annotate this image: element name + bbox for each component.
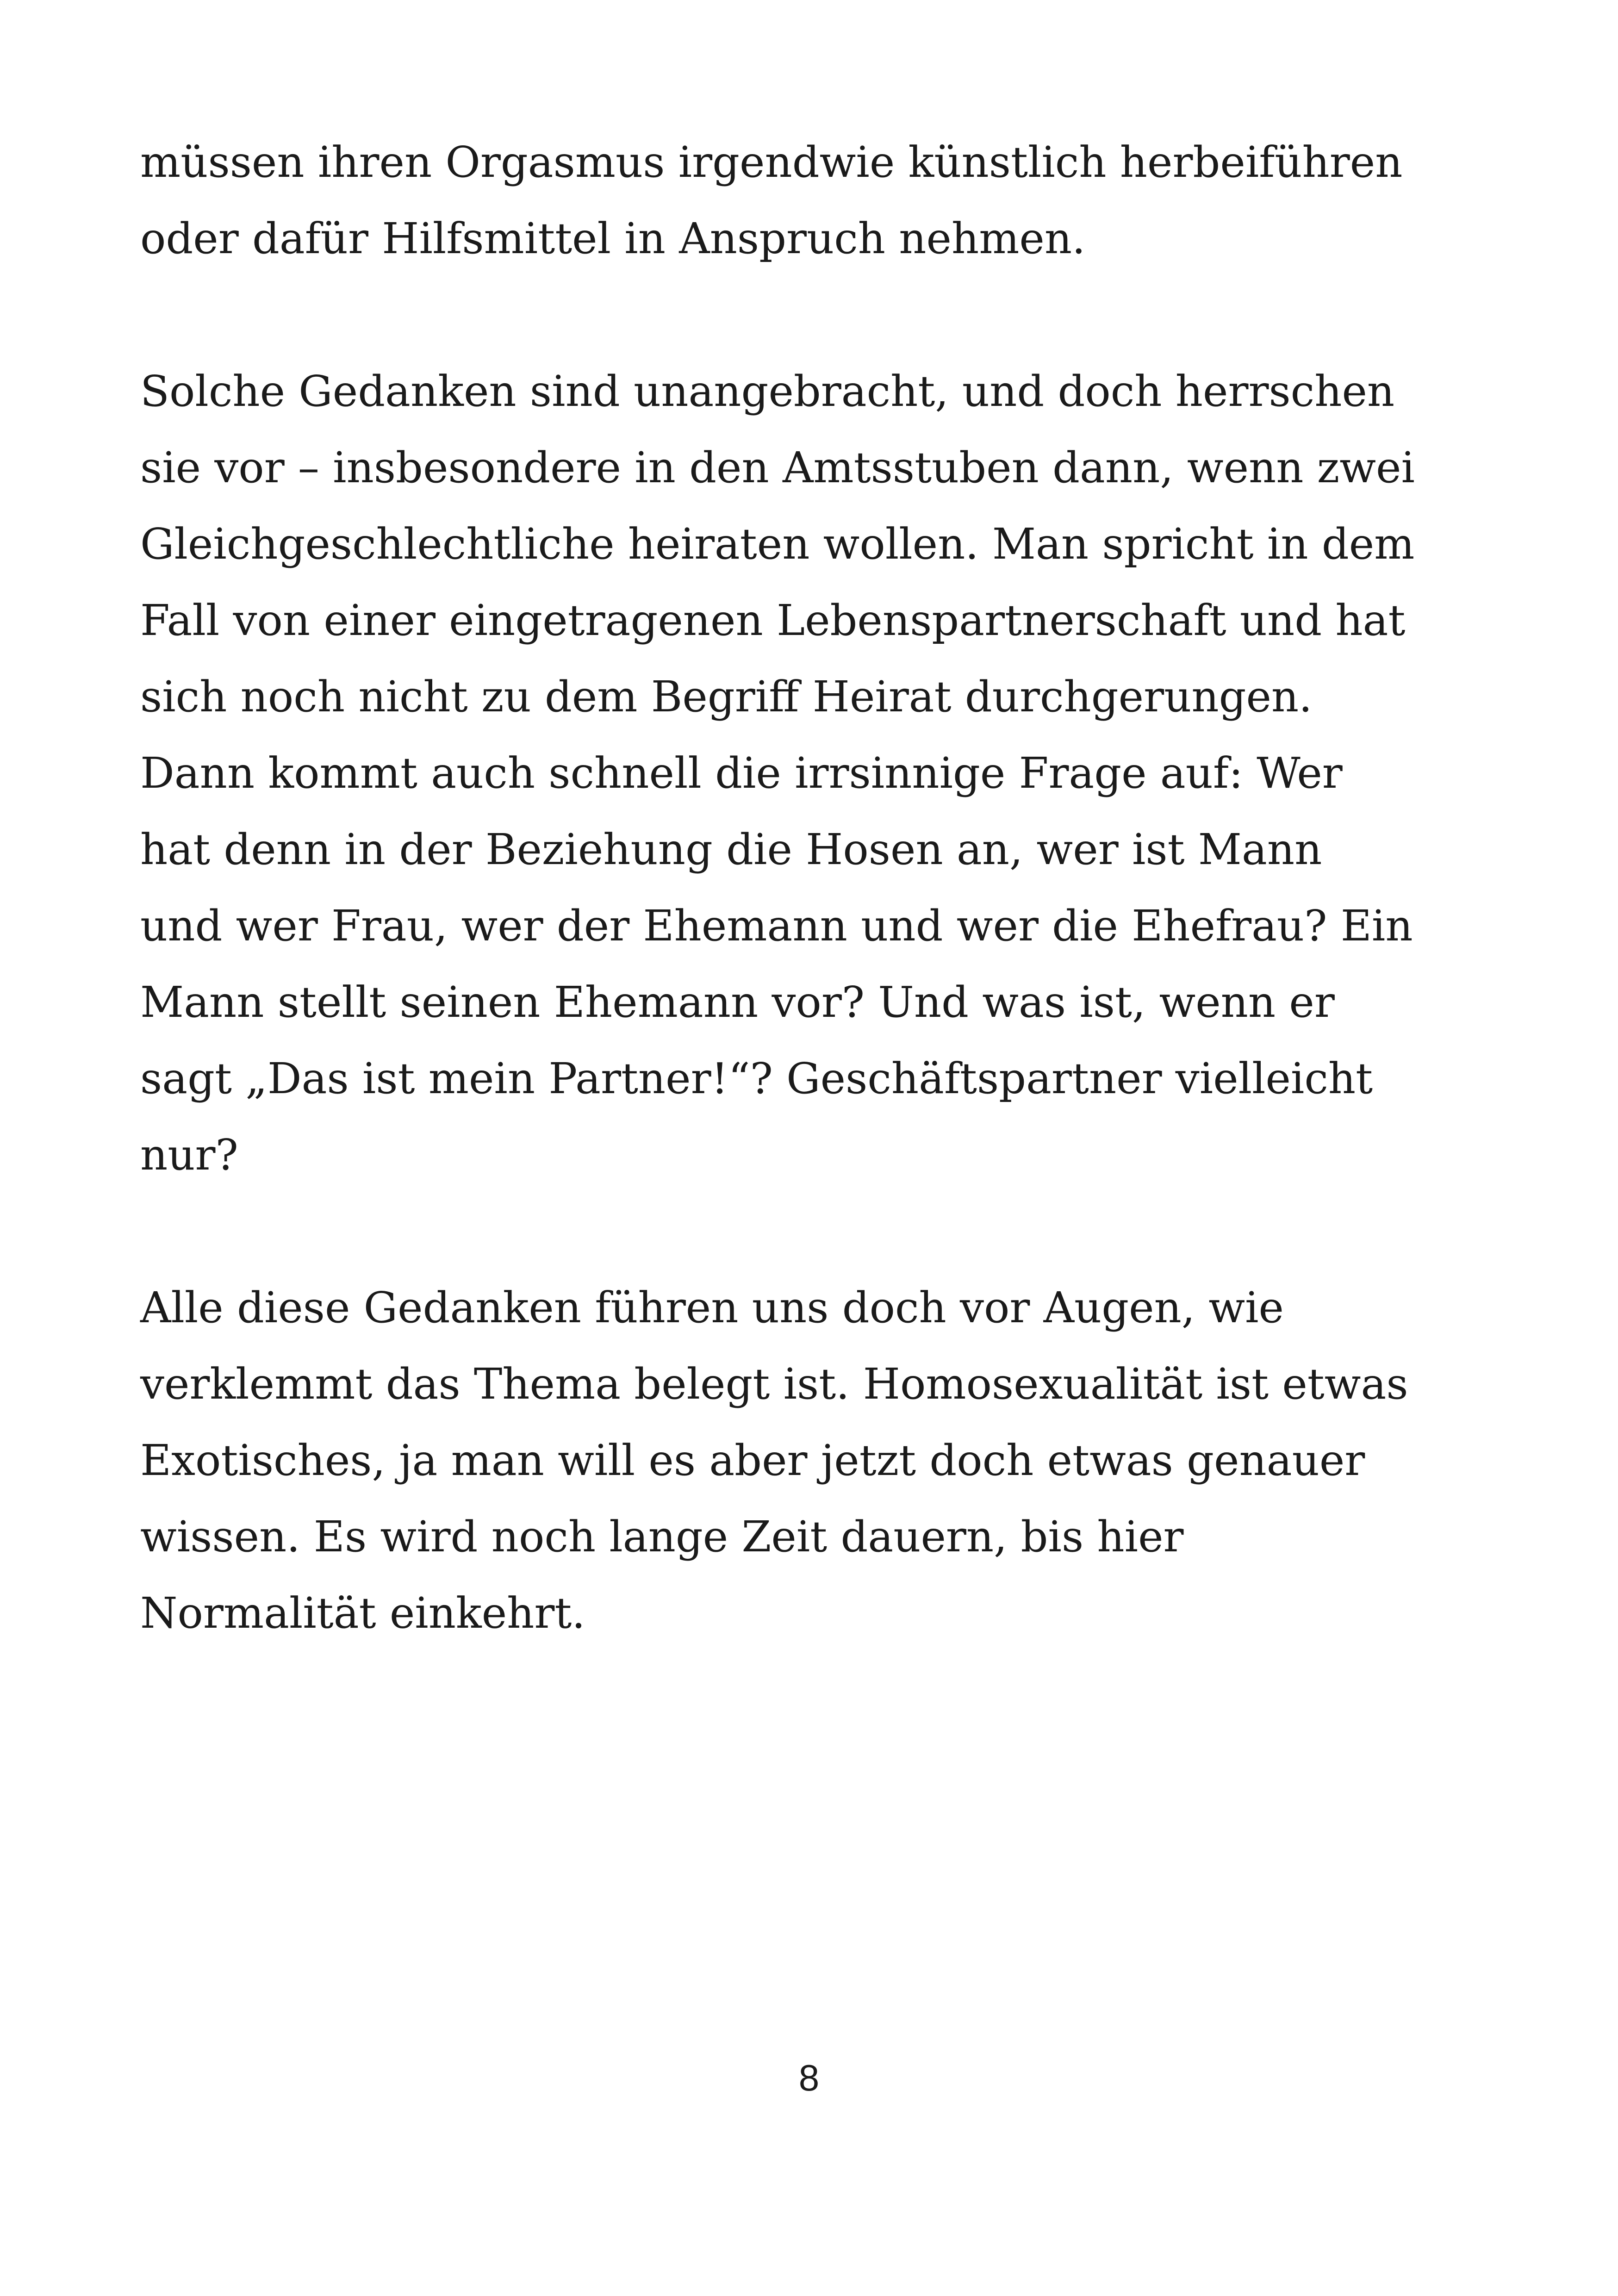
text-line: Solche Gedanken sind unangebracht, und doch herrschen	[140, 367, 1395, 416]
paragraph-gap	[140, 1193, 1519, 1269]
text-line: Fall von einer eingetragenen Lebenspartnerschaft und hat	[140, 596, 1406, 645]
text-line: oder dafür Hilfsmittel in Anspruch nehmen.	[140, 214, 1086, 263]
text-line: sich noch nicht zu dem Begriff Heirat durchgerungen.	[140, 672, 1313, 722]
paragraph-gap	[140, 277, 1519, 353]
text-line: Dann kommt auch schnell die irrsinnige Frage auf: Wer	[140, 748, 1343, 798]
paragraph	[140, 124, 1519, 277]
text-line: Alle diese Gedanken führen uns doch vor Augen, wie	[140, 1283, 1284, 1332]
text-line: Normalität einkehrt.	[140, 1588, 585, 1638]
text-line: und wer Frau, wer der Ehemann und wer die Ehefrau? Ein	[140, 901, 1413, 951]
text-line: Mann stellt seinen Ehemann vor? Und was ist, wenn er	[140, 977, 1335, 1027]
page-number: 8	[798, 2057, 820, 2098]
body-text	[140, 124, 1519, 1651]
paragraph	[140, 353, 1519, 1193]
text-line: müssen ihren Orgasmus irgendwie künstlich herbeiführen	[140, 137, 1403, 187]
text-line: nur?	[140, 1130, 238, 1180]
text-line: sie vor – insbesondere in den Amtsstuben dann, wenn zwei	[140, 443, 1415, 492]
text-line: wissen. Es wird noch lange Zeit dauern, bis hier	[140, 1512, 1184, 1562]
text-line: verklemmt das Thema belegt ist. Homosexualität ist etwas	[140, 1359, 1408, 1409]
text-line: hat denn in der Beziehung die Hosen an, wer ist Mann	[140, 825, 1322, 874]
text-line: Exotisches, ja man will es aber jetzt doch etwas genauer	[140, 1436, 1365, 1485]
paragraph	[140, 1269, 1519, 1651]
text-line: sagt „Das ist mein Partner!“? Geschäftspartner vielleicht	[140, 1054, 1373, 1103]
text-line: Gleichgeschlechtliche heiraten wollen. Man spricht in dem	[140, 519, 1415, 569]
